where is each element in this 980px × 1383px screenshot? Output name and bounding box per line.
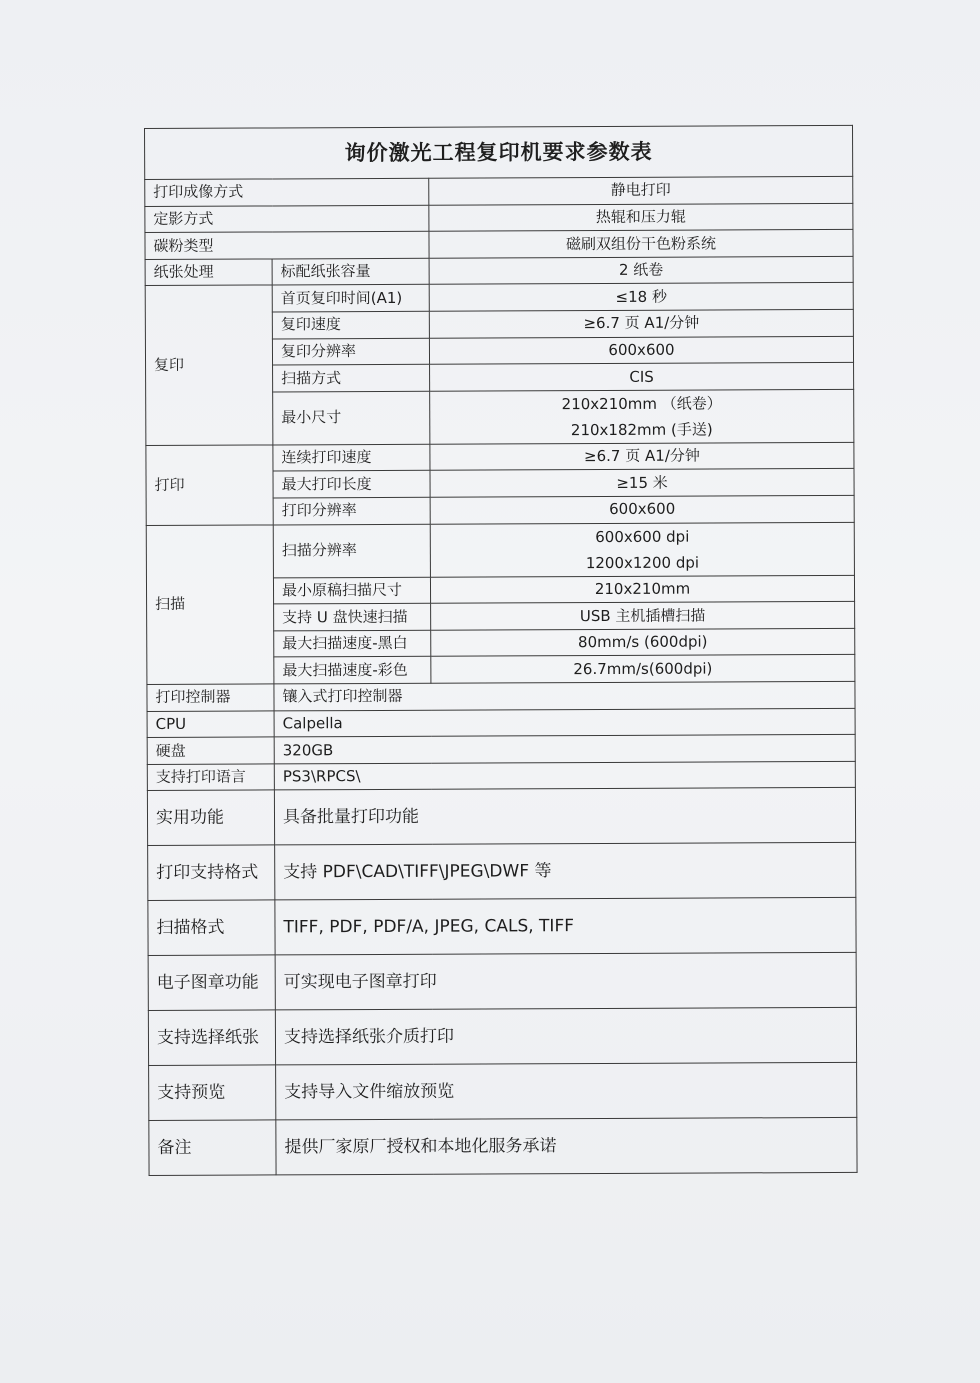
table-row xyxy=(147,761,855,791)
spec-sheet xyxy=(144,125,857,1176)
spec-table xyxy=(144,125,858,1176)
table-row xyxy=(148,1008,856,1066)
table-title: 询价激光工程复印机要求参数表 xyxy=(145,125,853,179)
row-label: 支持打印语言 xyxy=(147,764,274,791)
table-row xyxy=(148,898,856,956)
row-label: 复印速度 xyxy=(272,311,429,338)
row-label: 备注 xyxy=(149,1120,276,1176)
row-label: 扫描方式 xyxy=(273,364,430,391)
row-label: 打印成像方式 xyxy=(145,178,429,206)
row-value: 静电打印 xyxy=(429,176,853,204)
row-label: 打印控制器 xyxy=(147,684,274,711)
row-value xyxy=(430,389,854,444)
table-row xyxy=(145,283,853,313)
row-value: 210x210mm xyxy=(430,575,854,603)
table-row xyxy=(149,1063,857,1121)
row-value: 热辊和压力辊 xyxy=(429,203,853,231)
row-value: 支持选择纸张介质打印 xyxy=(275,1008,856,1066)
row-value: 提供厂家原厂授权和本地化服务承诺 xyxy=(276,1118,857,1176)
row-label: 最大扫描速度-黑白 xyxy=(274,630,431,657)
row-value: CIS xyxy=(430,363,854,391)
group-label-copy: 复印 xyxy=(145,285,273,445)
row-label: 复印分辨率 xyxy=(272,338,429,365)
row-value: 支持导入文件缩放预览 xyxy=(276,1063,857,1121)
row-value: ≤18 秒 xyxy=(429,283,853,311)
row-value: ≥6.7 页 A1/分钟 xyxy=(430,442,854,470)
row-value: 支持 PDF\CAD\TIFF\JPEG\DWF 等 xyxy=(275,843,856,901)
row-value: PS3\RPCS\ xyxy=(274,761,855,790)
row-label: 电子图章功能 xyxy=(148,955,275,1011)
row-label: 碳粉类型 xyxy=(145,231,429,259)
row-value: 具备批量打印功能 xyxy=(274,788,855,846)
row-value: TIFF, PDF, PDF/A, JPEG, CALS, TIFF xyxy=(275,898,856,956)
row-value: 镶入式打印控制器 xyxy=(274,681,855,710)
value-line: 210x210mm （纸卷） xyxy=(561,394,722,413)
row-value: 600x600 xyxy=(429,336,853,364)
table-row xyxy=(147,734,855,764)
group-label-print: 打印 xyxy=(146,445,273,525)
table-row xyxy=(148,953,856,1011)
row-value: 80mm/s (600dpi) xyxy=(431,628,855,656)
row-value: Calpella xyxy=(274,708,855,737)
table-row xyxy=(149,1118,857,1176)
row-value: ≥15 米 xyxy=(430,469,854,497)
table-row xyxy=(147,681,855,711)
row-label: 首页复印时间(A1) xyxy=(272,285,429,312)
row-label: 标配纸张容量 xyxy=(272,258,429,285)
table-row xyxy=(146,442,854,472)
group-label-scan: 扫描 xyxy=(146,524,274,684)
table-row xyxy=(146,522,854,578)
row-label: 定影方式 xyxy=(145,205,429,233)
row-value: USB 主机插槽扫描 xyxy=(431,602,855,630)
table-row xyxy=(145,203,853,233)
value-line: 210x182mm (手送) xyxy=(570,420,713,439)
table-row xyxy=(145,176,853,206)
row-label: 最大打印长度 xyxy=(273,471,430,498)
row-label: 扫描分辨率 xyxy=(273,524,430,578)
row-label: 打印分辨率 xyxy=(273,497,430,524)
row-label: 最小原稿扫描尺寸 xyxy=(273,577,430,604)
row-value: 可实现电子图章打印 xyxy=(275,953,856,1011)
row-value: 磁刷双组份干色粉系统 xyxy=(429,230,853,258)
row-value: 600x600 xyxy=(430,495,854,523)
row-label: 支持选择纸张 xyxy=(148,1010,275,1066)
row-label: 硬盘 xyxy=(147,737,274,764)
table-row xyxy=(145,230,853,260)
group-label-paper: 纸张处理 xyxy=(145,259,272,286)
row-label: 扫描格式 xyxy=(148,900,275,956)
value-line: 1200x1200 dpi xyxy=(585,553,700,572)
row-value xyxy=(430,522,854,577)
row-value: 2 纸卷 xyxy=(429,256,853,284)
row-label: 连续打印速度 xyxy=(273,444,430,471)
value-line: 600x600 dpi xyxy=(595,527,690,546)
row-label: 实用功能 xyxy=(147,790,274,846)
row-label: CPU xyxy=(147,710,274,737)
table-row xyxy=(147,788,855,846)
table-row xyxy=(145,256,853,286)
row-label: 支持 U 盘快速扫描 xyxy=(274,603,431,630)
table-row xyxy=(147,708,855,738)
row-value: 26.7mm/s(600dpi) xyxy=(431,655,855,683)
row-label: 最大扫描速度-彩色 xyxy=(274,657,431,684)
table-row xyxy=(148,843,856,901)
row-label: 支持预览 xyxy=(149,1065,276,1121)
row-label: 打印支持格式 xyxy=(148,845,275,901)
row-label: 最小尺寸 xyxy=(273,391,430,445)
row-value: ≥6.7 页 A1/分钟 xyxy=(429,309,853,337)
row-value: 320GB xyxy=(274,734,855,763)
